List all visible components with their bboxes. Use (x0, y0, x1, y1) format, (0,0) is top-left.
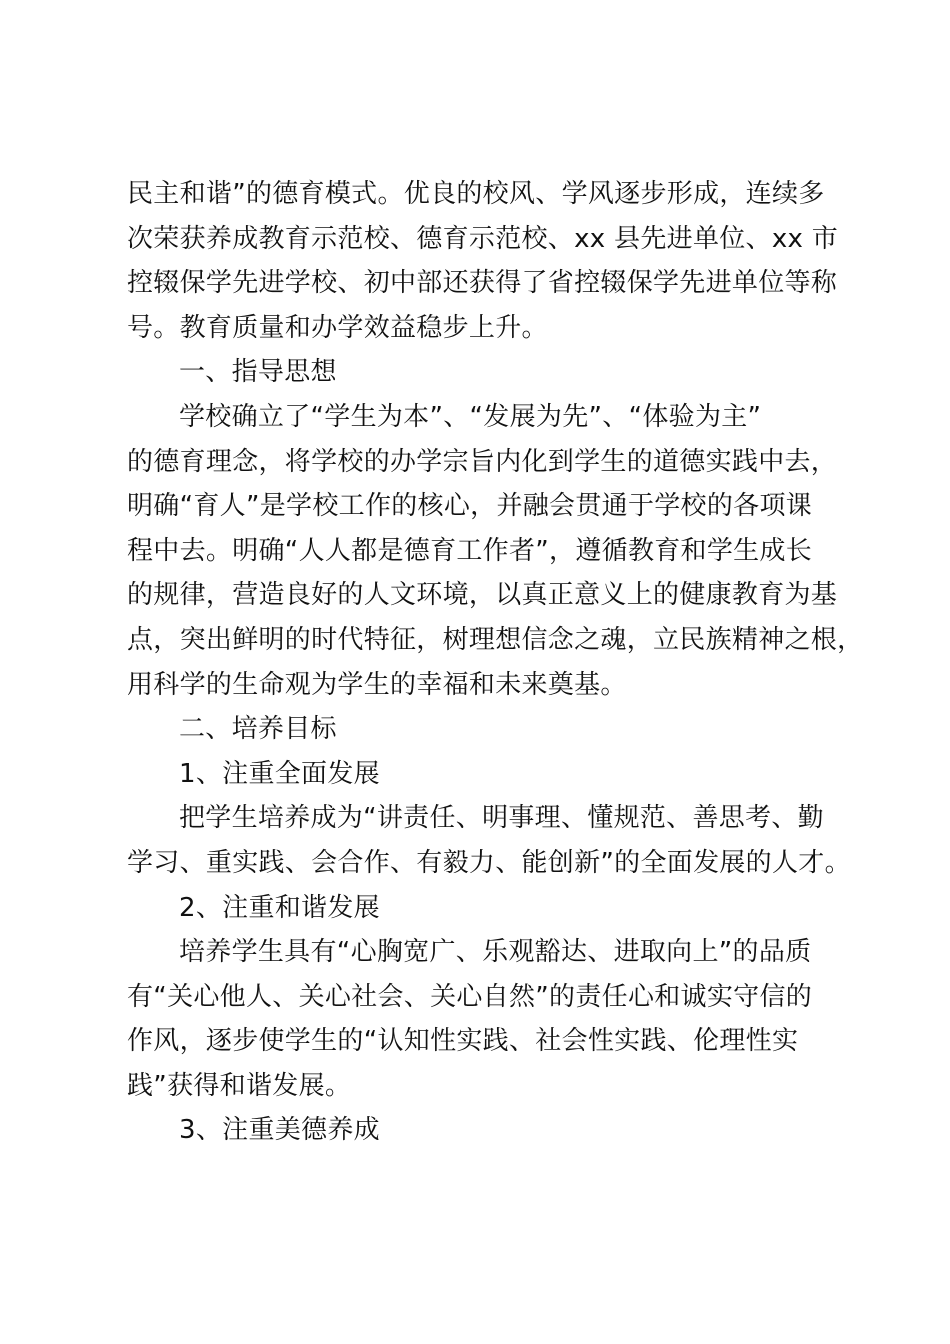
paragraph-line: 学习、重实践、会合作、有毅力、能创新”的全面发展的人才。 (127, 847, 851, 878)
paragraph-line: 民主和谐”的德育模式。优良的校风、学风逐步形成，连续多 (127, 179, 825, 209)
section-heading-training-goals: 二、培养目标 (179, 714, 337, 745)
paragraph-line: 次荣获养成教育示范校、德育示范校、xx 县先进单位、xx 市 (127, 223, 839, 254)
paragraph-line: 用科学的生命观为学生的幸福和未来奠基。 (127, 669, 627, 700)
subheading-virtue-cultivation: 3、注重美德养成 (179, 1115, 380, 1146)
paragraph-line: 的德育理念，将学校的办学宗旨内化到学生的道德实践中去， (127, 446, 838, 477)
subheading-comprehensive-development: 1、注重全面发展 (179, 758, 380, 789)
paragraph-line: 程中去。明确“人人都是德育工作者”，遵循教育和学生成长 (127, 535, 813, 566)
paragraph-line: 点，突出鲜明的时代特征，树理想信念之魂，立民族精神之根， (127, 624, 864, 655)
paragraph-line: 作风，逐步使学生的“认知性实践、社会性实践、伦理性实 (127, 1026, 799, 1057)
paragraph-line: 学校确立了“学生为本”、“发展为先”、“体验为主” (179, 401, 762, 432)
paragraph-line: 号。教育质量和办学效益稳步上升。 (127, 312, 548, 343)
paragraph-line: 有“关心他人、关心社会、关心自然”的责任心和诚实守信的 (127, 981, 813, 1012)
paragraph-line: 践”获得和谐发展。 (127, 1070, 352, 1101)
section-heading-guiding-ideology: 一、指导思想 (179, 357, 337, 388)
paragraph-line: 的规律，营造良好的人文环境，以真正意义上的健康教育为基 (127, 580, 838, 611)
paragraph-line: 把学生培养成为“讲责任、明事理、懂规范、善思考、勤 (179, 803, 824, 834)
document-body (127, 172, 864, 1153)
subheading-harmonious-development: 2、注重和谐发展 (179, 892, 380, 923)
paragraph-line: 控辍保学先进学校、初中部还获得了省控辍保学先进单位等称 (127, 268, 838, 299)
paragraph-line: 明确“育人”是学校工作的核心，并融会贯通于学校的各项课 (127, 491, 813, 522)
paragraph-line: 培养学生具有“心胸宽广、乐观豁达、进取向上”的品质 (179, 937, 812, 968)
